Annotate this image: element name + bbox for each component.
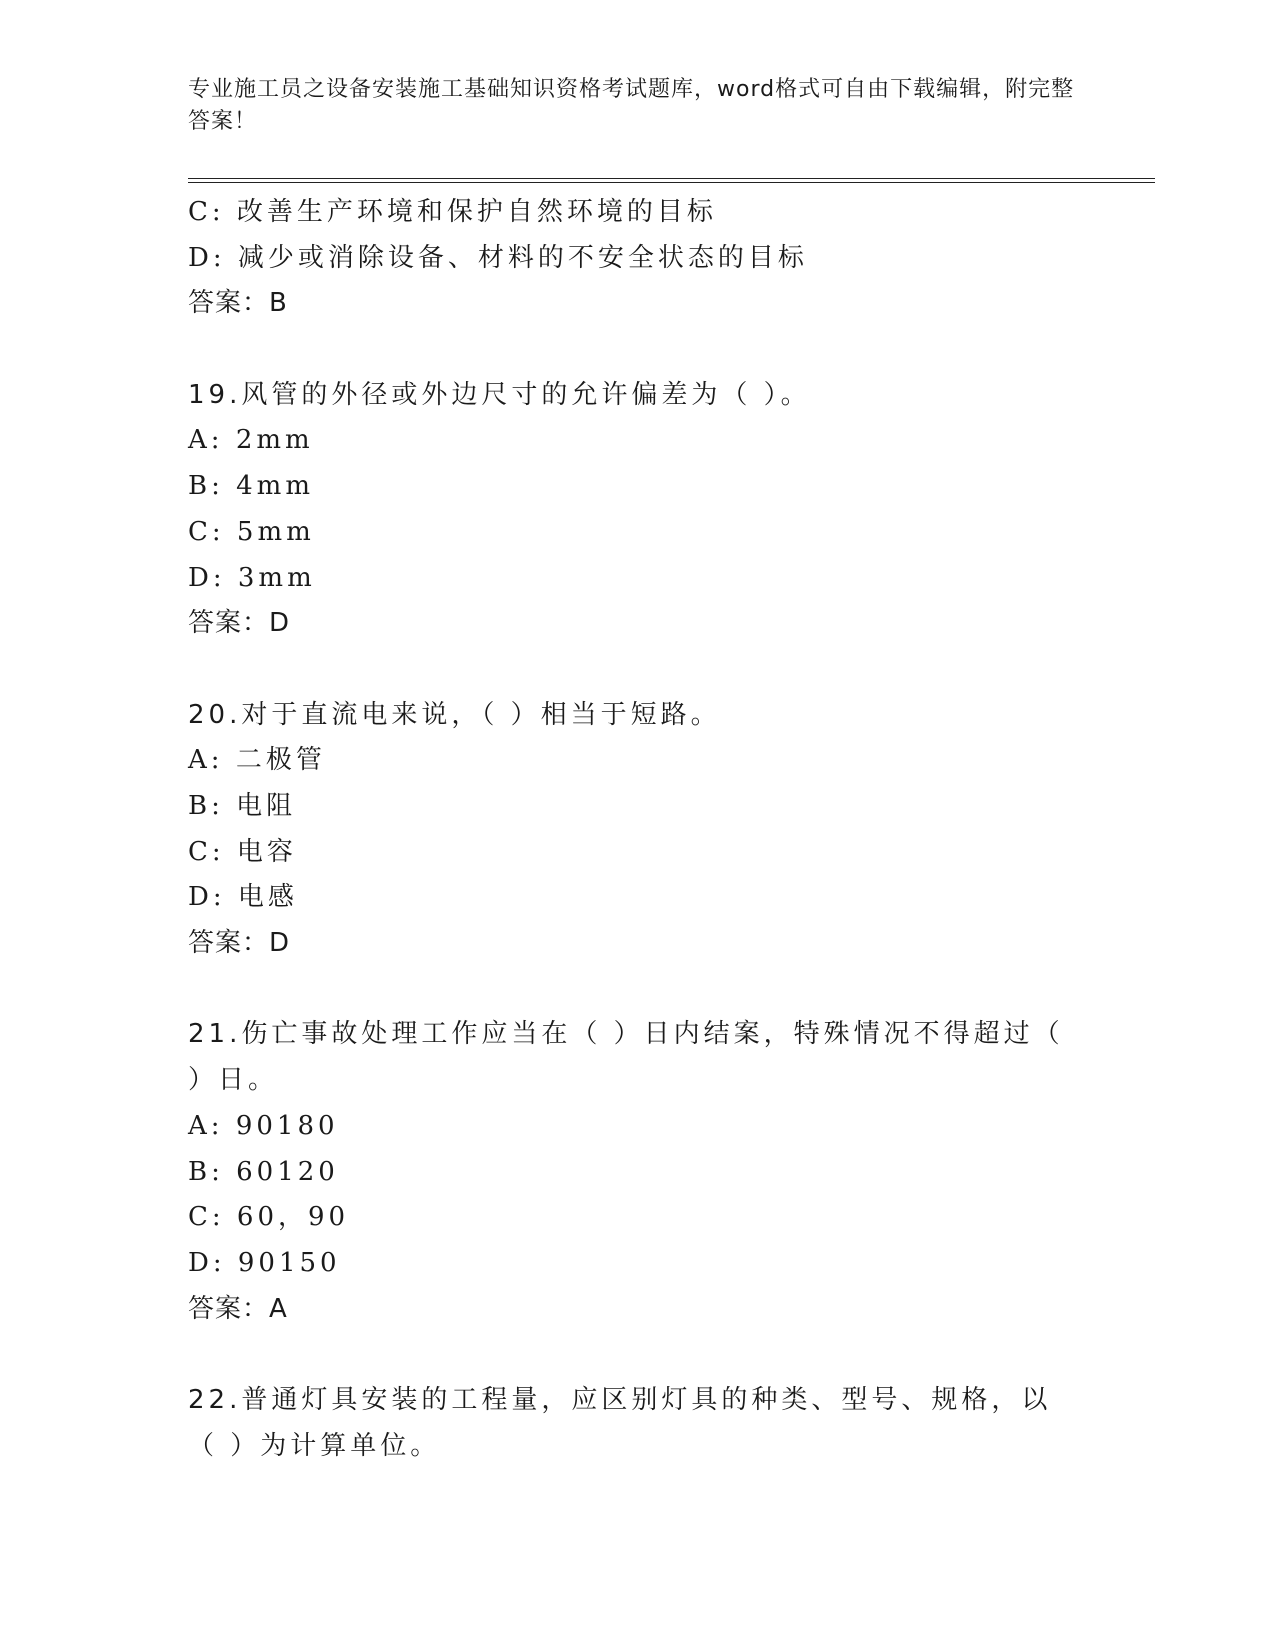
question-stem: 20.对于直流电来说，（ ）相当于短路。 [188, 699, 721, 730]
header-divider-top [188, 178, 1155, 179]
option-b: B: 电阻 [188, 790, 297, 821]
answer-line: 答案：A [188, 1293, 288, 1324]
question-stem: 22.普通灯具安装的工程量，应区别灯具的种类、型号、规格，以（ ）为计算单位。 [188, 1384, 1052, 1461]
spacer [188, 967, 1088, 1013]
answer-line: 答案：D [188, 928, 291, 959]
question-22 [188, 1378, 1088, 1469]
question-19 [188, 373, 1088, 647]
spacer [188, 1332, 1088, 1378]
spacer [188, 327, 1088, 373]
option-a: A: 90180 [188, 1110, 339, 1141]
answer-line: 答案：B [188, 288, 288, 319]
option-a: A: 2mm [188, 425, 314, 456]
option-d: D: 减少或消除设备、材料的不安全状态的目标 [188, 242, 808, 273]
option-c: C: 5mm [188, 516, 315, 547]
document-intro [188, 74, 1088, 138]
question-stem: 21.伤亡事故处理工作应当在（ ）日内结案，特殊情况不得超过（ ）日。 [188, 1019, 1064, 1096]
question-20 [188, 693, 1088, 967]
option-d: D: 3mm [188, 562, 316, 593]
option-c: C: 60，90 [188, 1202, 350, 1233]
question-21 [188, 1012, 1088, 1332]
prev-question-block [188, 190, 1088, 327]
option-a: A: 二极管 [188, 745, 326, 776]
answer-line: 答案：D [188, 608, 291, 639]
spacer [188, 647, 1088, 693]
question-list [188, 190, 1088, 1469]
question-stem: 19.风管的外径或外边尺寸的允许偏差为（ ）。 [188, 379, 811, 410]
option-d: D: 电感 [188, 882, 298, 913]
header-divider-bottom [188, 182, 1155, 183]
option-c: C: 改善生产环境和保护自然环境的目标 [188, 197, 717, 227]
option-c: C: 电容 [188, 836, 297, 867]
option-b: B: 4mm [188, 471, 314, 502]
intro-text: 专业施工员之设备安装施工基础知识资格考试题库，word格式可自由下载编辑，附完整答案！ [188, 77, 1075, 134]
option-d: D: 90150 [188, 1247, 341, 1278]
option-b: B: 60120 [188, 1156, 339, 1187]
